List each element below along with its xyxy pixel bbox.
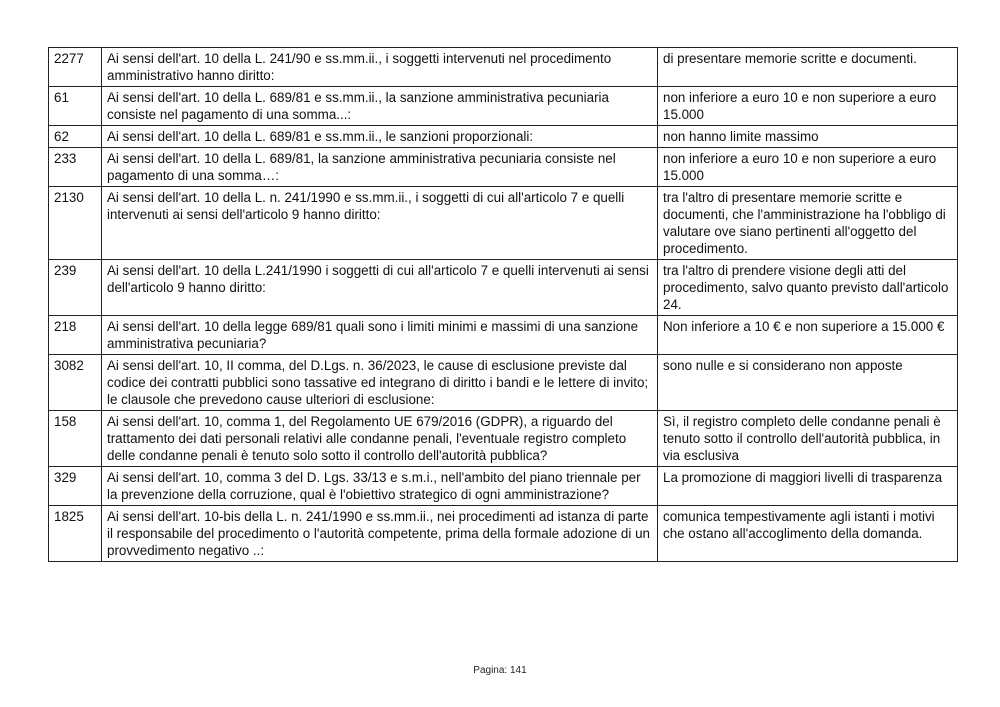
question-id: 62 <box>49 126 102 148</box>
question-text: Ai sensi dell'art. 10 della L. 241/90 e ss.mm.ii., i soggetti intervenuti nel procedimento amministrativo hanno diritto: <box>102 48 658 87</box>
answer-text: non inferiore a euro 10 e non superiore a euro 15.000 <box>658 148 958 187</box>
table-row <box>49 506 958 562</box>
question-text: Ai sensi dell'art. 10 della L. n. 241/1990 e ss.mm.ii., i soggetti di cui all'articolo 7 e quelli intervenuti ai sensi dell'articolo 9 hanno diritto: <box>102 187 658 260</box>
answer-text: comunica tempestivamente agli istanti i motivi che ostano all'accoglimento della domanda. <box>658 506 958 562</box>
question-id: 3082 <box>49 355 102 411</box>
question-id: 329 <box>49 467 102 506</box>
question-text: Ai sensi dell'art. 10, II comma, del D.Lgs. n. 36/2023, le cause di esclusione previste dal codice dei contratti pubblici sono tassative ed integrano di diritto i bandi e le lettere di invito; le clausole che prevedono cause ulteriori di esclusione: <box>102 355 658 411</box>
questions-table <box>48 47 958 562</box>
answer-text: non hanno limite massimo <box>658 126 958 148</box>
table-row <box>49 316 958 355</box>
table-row <box>49 187 958 260</box>
question-text: Ai sensi dell'art. 10 della legge 689/81 quali sono i limiti minimi e massimi di una sanzione amministrativa pecuniaria? <box>102 316 658 355</box>
table-row <box>49 260 958 316</box>
answer-text: di presentare memorie scritte e documenti. <box>658 48 958 87</box>
answer-text: La promozione di maggiori livelli di trasparenza <box>658 467 958 506</box>
question-id: 2277 <box>49 48 102 87</box>
question-id: 158 <box>49 411 102 467</box>
answer-text: tra l'altro di prendere visione degli atti del procedimento, salvo quanto previsto dall'articolo 24. <box>658 260 958 316</box>
question-text: Ai sensi dell'art. 10 della L.241/1990 i soggetti di cui all'articolo 7 e quelli intervenuti ai sensi dell'articolo 9 hanno diritto: <box>102 260 658 316</box>
question-text: Ai sensi dell'art. 10 della L. 689/81 e ss.mm.ii., la sanzione amministrativa pecuniaria consiste nel pagamento di una somma...: <box>102 87 658 126</box>
answer-text: non inferiore a euro 10 e non superiore a euro 15.000 <box>658 87 958 126</box>
table-row <box>49 355 958 411</box>
question-id: 218 <box>49 316 102 355</box>
answer-text: sono nulle e si considerano non apposte <box>658 355 958 411</box>
question-text: Ai sensi dell'art. 10 della L. 689/81, la sanzione amministrativa pecuniaria consiste nel pagamento di una somma…: <box>102 148 658 187</box>
question-text: Ai sensi dell'art. 10 della L. 689/81 e ss.mm.ii., le sanzioni proporzionali: <box>102 126 658 148</box>
question-text: Ai sensi dell'art. 10-bis della L. n. 241/1990 e ss.mm.ii., nei procedimenti ad istanza di parte il responsabile del procedimento o l'autorità competente, prima della formale adozione di un provvedimento negativo ..: <box>102 506 658 562</box>
question-id: 1825 <box>49 506 102 562</box>
question-id: 233 <box>49 148 102 187</box>
table-row <box>49 87 958 126</box>
table-row <box>49 411 958 467</box>
answer-text: tra l'altro di presentare memorie scritte e documenti, che l'amministrazione ha l'obbligo di valutare ove siano pertinenti all'oggetto del procedimento. <box>658 187 958 260</box>
answer-text: Non inferiore a 10 € e non superiore a 15.000 € <box>658 316 958 355</box>
question-text: Ai sensi dell'art. 10, comma 1, del Regolamento UE 679/2016 (GDPR), a riguardo del trattamento dei dati personali relativi alle condanne penali, l'eventuale registro completo delle condanne penali è tenuto solo sotto il controllo dell'autorità pubblica? <box>102 411 658 467</box>
page-number: Pagina: 141 <box>473 665 527 676</box>
table-row <box>49 48 958 87</box>
table-row <box>49 467 958 506</box>
question-id: 2130 <box>49 187 102 260</box>
question-text: Ai sensi dell'art. 10, comma 3 del D. Lgs. 33/13 e s.m.i., nell'ambito del piano triennale per la prevenzione della corruzione, qual è l'obiettivo strategico di ogni amministrazione? <box>102 467 658 506</box>
answer-text: Sì, il registro completo delle condanne penali è tenuto sotto il controllo dell'autorità pubblica, in via esclusiva <box>658 411 958 467</box>
table-row <box>49 126 958 148</box>
question-id: 239 <box>49 260 102 316</box>
question-id: 61 <box>49 87 102 126</box>
table-row <box>49 148 958 187</box>
